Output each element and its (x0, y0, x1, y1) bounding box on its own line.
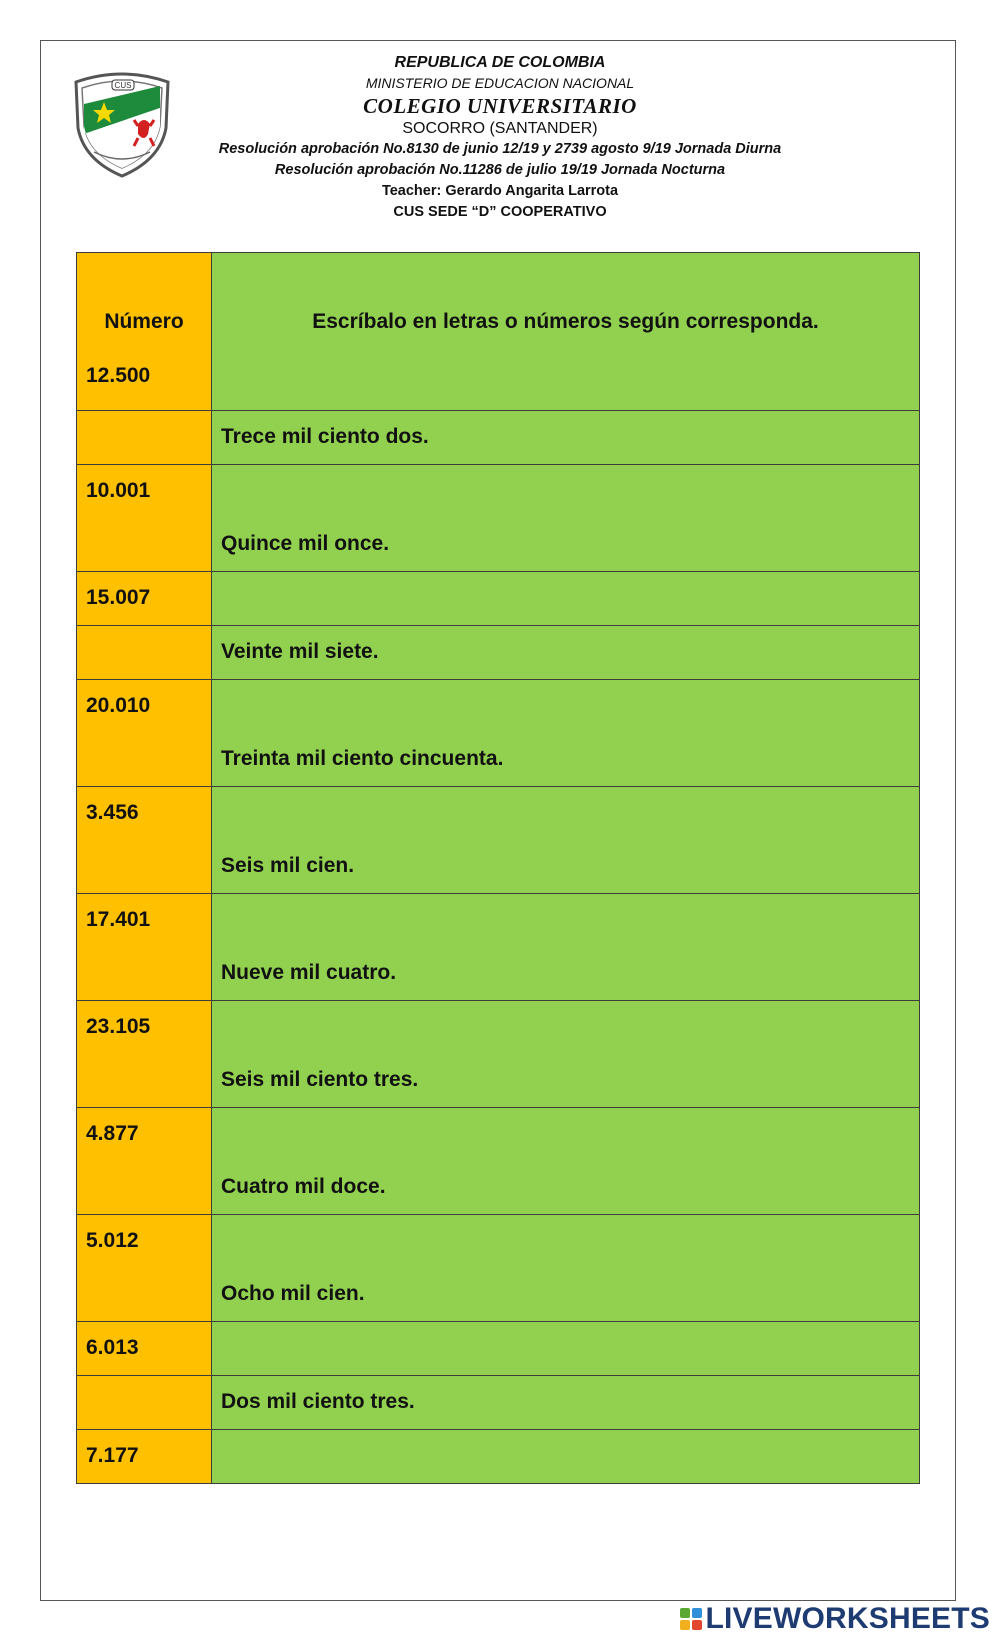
number-cell (77, 1215, 212, 1322)
words-cell (212, 894, 920, 1001)
words-value: Seis mil ciento tres. (221, 1068, 419, 1091)
number-value: 3.456 (86, 801, 139, 824)
table-row (77, 1001, 920, 1108)
school-header (190, 52, 810, 223)
number-value: 20.010 (86, 694, 151, 717)
column-header-instructions: Escríbalo en letras o números según corresponda. (312, 310, 819, 333)
words-cell (212, 411, 920, 465)
words-cell (212, 787, 920, 894)
number-value: 5.012 (86, 1229, 139, 1252)
table-row (77, 1430, 920, 1484)
header-campus: CUS SEDE “D” COOPERATIVO (393, 204, 607, 220)
table-row (77, 787, 920, 894)
table-row (77, 626, 920, 680)
words-cell (212, 1108, 920, 1215)
header-resolution-day: Resolución aprobación No.8130 de junio 12/19 y 2739 agosto 9/19 Jornada Diurna (218, 141, 782, 157)
words-value: Treinta mil ciento cincuenta. (221, 747, 504, 770)
table-row (77, 411, 920, 465)
words-value: Nueve mil cuatro. (221, 961, 397, 984)
school-crest-logo (68, 68, 176, 180)
header-location: SOCORRO (SANTANDER) (402, 120, 598, 137)
header-ministry: MINISTERIO DE EDUCACION NACIONAL (365, 75, 635, 91)
number-cell (77, 1001, 212, 1108)
number-value: 15.007 (86, 586, 151, 609)
number-cell (77, 465, 212, 572)
words-cell (212, 1322, 920, 1376)
words-value: Seis mil cien. (221, 854, 355, 877)
number-cell (77, 1430, 212, 1484)
number-cell (77, 894, 212, 1001)
words-value: Dos mil ciento tres. (221, 1390, 415, 1413)
words-cell (212, 680, 920, 787)
table-row (77, 1108, 920, 1215)
table-row (77, 1322, 920, 1376)
number-value: 7.177 (86, 1444, 139, 1467)
table-row (77, 572, 920, 626)
header-number-cell (77, 253, 212, 411)
number-cell (77, 626, 212, 680)
number-cell (77, 1376, 212, 1430)
header-teacher: Teacher: Gerardo Angarita Larrota (381, 183, 619, 199)
words-cell (212, 1376, 920, 1430)
number-value: 17.401 (86, 908, 151, 931)
first-number-value: 12.500 (86, 364, 151, 387)
header-country: REPUBLICA DE COLOMBIA (394, 54, 606, 71)
header-resolution-night: Resolución aprobación No.11286 de julio 19/19 Jornada Nocturna (274, 162, 726, 178)
number-value: 10.001 (86, 479, 151, 502)
number-value: 23.105 (86, 1015, 151, 1038)
number-cell (77, 1108, 212, 1215)
number-cell (77, 411, 212, 465)
words-cell (212, 1215, 920, 1322)
words-cell (212, 1430, 920, 1484)
number-cell (77, 787, 212, 894)
words-value: Veinte mil siete. (221, 640, 379, 663)
liveworksheets-logo-icon (680, 1608, 702, 1630)
number-words-table (76, 252, 920, 1484)
header-text-cell (212, 253, 920, 411)
table-row (77, 1215, 920, 1322)
column-header-number: Número (104, 310, 184, 333)
words-value: Ocho mil cien. (221, 1282, 365, 1305)
words-cell (212, 465, 920, 572)
words-cell (212, 626, 920, 680)
number-value: 6.013 (86, 1336, 139, 1359)
table-header-row (77, 253, 920, 411)
liveworksheets-footer (680, 1603, 991, 1635)
number-cell (77, 1322, 212, 1376)
table-row (77, 894, 920, 1001)
words-value: Quince mil once. (221, 532, 390, 555)
crest-label: CUS (114, 81, 132, 90)
footer-brand: LIVEWORKSHEETS (705, 1602, 990, 1635)
words-value: Cuatro mil doce. (221, 1175, 386, 1198)
number-cell (77, 572, 212, 626)
number-value: 4.877 (86, 1122, 139, 1145)
table-row (77, 465, 920, 572)
table-row (77, 1376, 920, 1430)
number-cell (77, 680, 212, 787)
words-cell (212, 572, 920, 626)
words-value: Trece mil ciento dos. (221, 425, 429, 448)
words-cell (212, 1001, 920, 1108)
header-school-name: COLEGIO UNIVERSITARIO (363, 94, 637, 118)
table-row (77, 680, 920, 787)
